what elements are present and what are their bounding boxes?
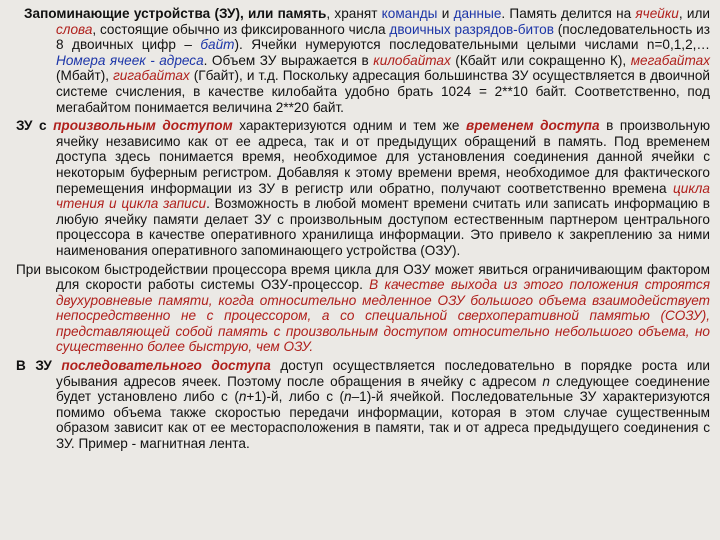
text-two-level-memory: В качестве выхода из этого положения строятся двухуровневые памяти, когда относительно медленное ОЗУ большого объема взаимодействует непосредственно не с процессором, а со специальной сверхоперативной памятью (СОЗУ), представляющей собой память с произвольным доступом относительно небольшого объема, но существенно более быструю, чем ОЗУ. [56,277,710,355]
text: . Возможность в любой момент времени считать или записать информацию в любую ячейку памяти делает ЗУ с произвольным доступом естественным партнером центрального процессора в качестве оперативного хранилища информации. Это привело к закреплению за ними наименования оперативного запоминающего устройства (ОЗУ). [56,196,710,258]
text: , хранят [326,6,382,21]
text: При высоком быстродействии процессора время цикла для ОЗУ может явиться ограничивающим фактором для скорости работы системы ОЗУ-процессор. [16,261,710,293]
text: , состоящие обычно из фиксированного числа [92,21,390,37]
text: . Память делится на [501,6,636,21]
text: –1)-й ячейкой. Последовательные ЗУ характеризуются помимо объема также скоростью передачи информации, которая в этом случае существенным образом зависит как от ее месторасположения в памяти, так и от адреса предыдущего соединения с ЗУ. Пример - магнитная лента. [56,389,711,452]
text: характеризуются одним и тем же [232,118,467,134]
term-kilobytes: килобайтах [373,52,451,68]
text: ЗУ с [16,118,54,134]
text: В ЗУ [16,358,62,374]
text: (Гбайт), и т.д. Поскольку адресация большинства ЗУ осуществляется в двоичной системе счисления, в качестве килобайта удобно брать 1024 = 2**10 байт. Соответственно, под мегабайтом понимается величина 2**20 байт. [56,68,710,115]
term-cell-numbers: Номера ячеек - адреса [56,52,204,68]
term-gigabytes: гигабайтах [113,68,190,84]
term-commands: команды [381,6,438,21]
term-memory-devices: Запоминающие устройства (ЗУ), или память [24,6,327,21]
term-random-access: произвольным доступом [53,118,233,134]
term-data: данные [453,6,502,21]
term-byte: байт [200,37,235,53]
paragraph-random-access [16,118,710,258]
term-bits: двоичных разрядов-битов [389,21,554,37]
term-megabytes: мегабайтах [630,52,710,68]
text: и [437,6,454,21]
text: (последовательность из 8 двоичных цифр – [56,21,710,53]
var-n: n [542,373,550,389]
text: +1)-й, либо с ( [246,389,345,405]
paragraph-memory-definition [16,6,710,115]
text: доступ осуществляется последовательно в порядке роста или убывания адресов ячеек. Поэтому после обращения в ячейку с адресом [56,358,710,389]
text: . Объем ЗУ выражается в [203,52,374,68]
text: , или [678,6,710,21]
paragraph-cache-memory [16,262,710,356]
paragraph-sequential-access [16,358,710,452]
text: (Кбайт или сокращенно К), [450,52,631,68]
term-access-time: временем доступа [466,118,600,134]
var-n: n [238,389,247,405]
term-sequential-access: последовательного доступа [61,358,271,374]
text: ). Ячейки нумеруются последовательными целыми числами n=0,1,2,… [234,37,711,53]
term-read-write-cycle: цикла чтения и цикла записи [56,180,710,212]
term-cells: ячейки [635,6,679,21]
var-n: n [344,389,352,405]
text: в произвольную ячейку независимо как от ее адреса, так и от предыдущих обращений в память. Под временем доступа здесь понимается время, необходимое для установления соединения данной ячейки с некоторым буферным регистром. Добавляя к этому времени время, необходимое для фактического перемещения информации из ЗУ в регистр или обратно, получают соответственно времена [56,118,711,196]
text: следующее соединение будет установлено либо с ( [56,373,710,405]
term-words: слова [56,21,93,37]
text: (Мбайт), [56,68,114,84]
